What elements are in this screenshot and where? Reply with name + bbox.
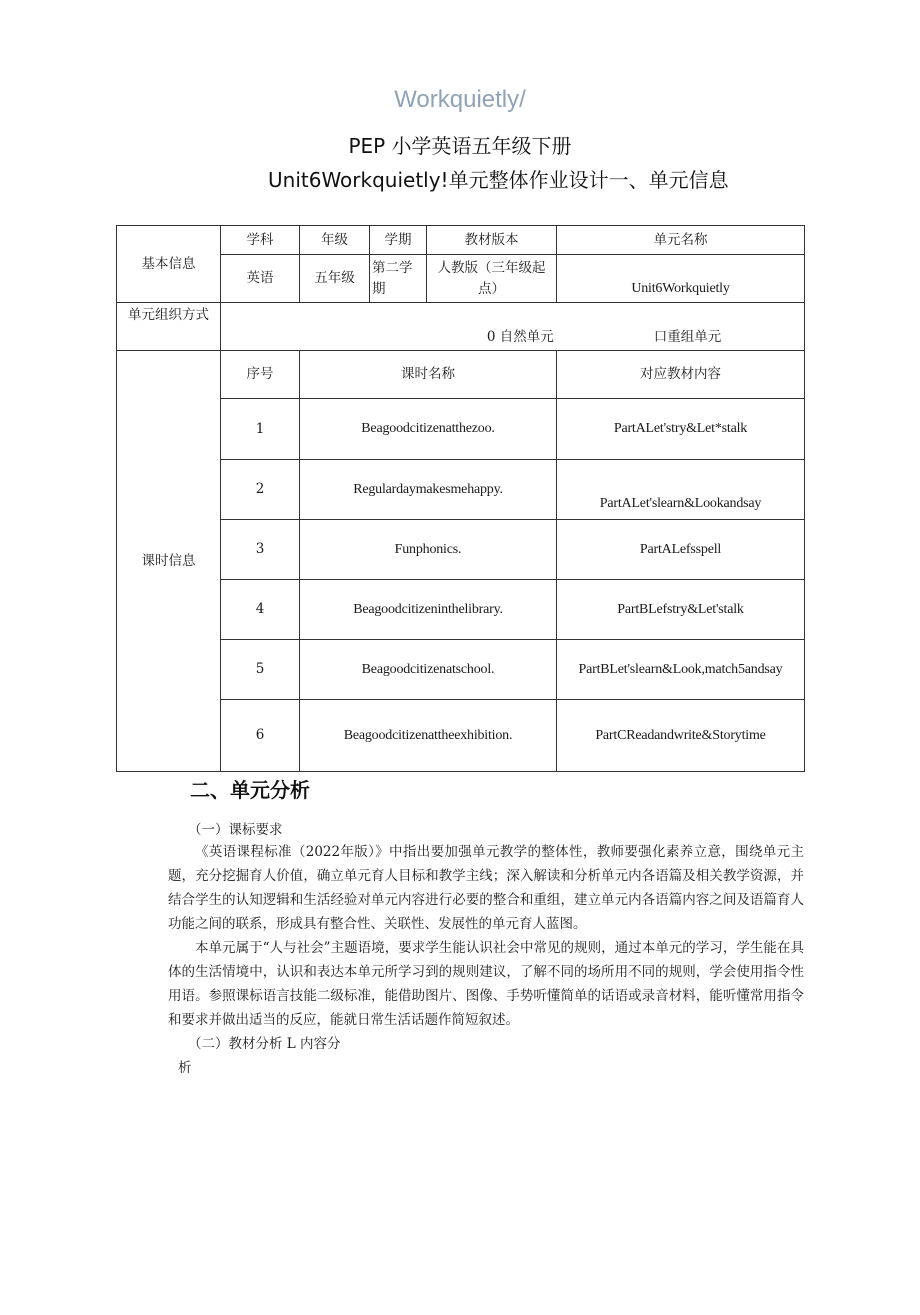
org-label: 单元组织方式 bbox=[117, 303, 221, 351]
table-row bbox=[117, 520, 805, 580]
col-no: 序号 bbox=[221, 351, 300, 399]
basic-info-label: 基本信息 bbox=[117, 226, 221, 303]
table-row bbox=[117, 460, 805, 520]
lesson-content: PartALefsspell bbox=[557, 520, 805, 580]
lesson-no: 6 bbox=[221, 700, 300, 772]
subject-value: 英语 bbox=[221, 255, 300, 303]
lesson-info-label: 课时信息 bbox=[117, 351, 221, 772]
unit-info-table bbox=[116, 225, 805, 772]
section-heading-analysis: 二、单元分析 bbox=[190, 778, 310, 802]
lesson-no: 1 bbox=[221, 399, 300, 460]
lesson-content: PartBLet'slearn&Look,match5andsay bbox=[557, 640, 805, 700]
lesson-name: Beagoodcitizenattheexhibition. bbox=[300, 700, 557, 772]
lesson-name: Funphonics. bbox=[300, 520, 557, 580]
lesson-content: PartALet'slearn&Lookandsay bbox=[557, 460, 805, 520]
table-row bbox=[117, 399, 805, 460]
lesson-name: Regulardaymakesmehappy. bbox=[300, 460, 557, 520]
subheading-textbook-analysis: （二）教材分析 L 内容分 bbox=[188, 1036, 341, 1052]
lesson-no: 5 bbox=[221, 640, 300, 700]
paragraph-unit-theme: 本单元属于“人与社会”主题语境，要求学生能认识社会中常见的规则，通过本单元的学习，学生能在具体的生活情境中，认识和表达本单元所学习到的规则建议，了解不同的场所用不同的规则，学会使用指令性用语。参照课标语言技能二级标准，能借助图片、图像、手势听懂简单的话语或录音材料，能听懂常用指令和要求并做出适当的反应，能就日常生活话题作简短叙述。 bbox=[168, 940, 804, 1028]
col-textbook: 教材版本 bbox=[427, 226, 557, 255]
grade-value: 五年级 bbox=[300, 255, 370, 303]
paragraph-standards: 《英语课程标准（2022年版）》中指出要加强单元教学的整体性，教师要强化素养立意，围绕单元主题，充分挖掘育人价值，确立单元育人目标和教学主线；深入解读和分析单元内各语篇及相关教学资源，并结合学生的认知逻辑和生活经验对单元内容进行必要的整合和重组，建立单元内各语篇内容之间及语篇育人功能之间的联系，形成具有整合性、关联性、发展性的单元育人蓝图。 bbox=[168, 844, 804, 932]
col-content: 对应教材内容 bbox=[557, 351, 805, 399]
lesson-name: Beagoodcitizeninthelibrary. bbox=[300, 580, 557, 640]
lesson-content: PartBLefstry&Let'stalk bbox=[557, 580, 805, 640]
table-row bbox=[117, 640, 805, 700]
unit-name-value: Unit6Workquietly bbox=[557, 255, 805, 303]
org-option-regroup: 口重组单元 bbox=[653, 329, 722, 346]
lesson-no: 3 bbox=[221, 520, 300, 580]
org-option-natural: 0 自然单元 bbox=[486, 329, 554, 346]
col-grade: 年级 bbox=[300, 226, 370, 255]
subheading-standards: （一）课标要求 bbox=[188, 822, 283, 838]
table-row bbox=[117, 580, 805, 640]
lesson-name: Beagoodcitizenatthezoo. bbox=[300, 399, 557, 460]
lesson-content: PartCReadandwrite&Storytime bbox=[557, 700, 805, 772]
textbook-value: 人教版（三年级起点） bbox=[427, 255, 557, 303]
subheading-textbook-analysis-cont: 析 bbox=[178, 1060, 192, 1076]
table-row bbox=[117, 700, 805, 772]
doc-title-line2: Unit6Workquietly!单元整体作业设计一、单元信息 bbox=[268, 168, 729, 192]
lesson-no: 4 bbox=[221, 580, 300, 640]
org-options bbox=[221, 303, 805, 351]
doc-title-line1: PEP 小学英语五年级下册 bbox=[348, 134, 572, 158]
lesson-content: PartALet'stry&Let*stalk bbox=[557, 399, 805, 460]
col-term: 学期 bbox=[370, 226, 427, 255]
col-unit-name: 单元名称 bbox=[557, 226, 805, 255]
lesson-name: Beagoodcitizenatschool. bbox=[300, 640, 557, 700]
doc-top-title: Workquietly/ bbox=[394, 86, 526, 113]
term-value: 第二学期 bbox=[370, 255, 427, 303]
col-subject: 学科 bbox=[221, 226, 300, 255]
col-lesson-name: 课时名称 bbox=[300, 351, 557, 399]
lesson-no: 2 bbox=[221, 460, 300, 520]
